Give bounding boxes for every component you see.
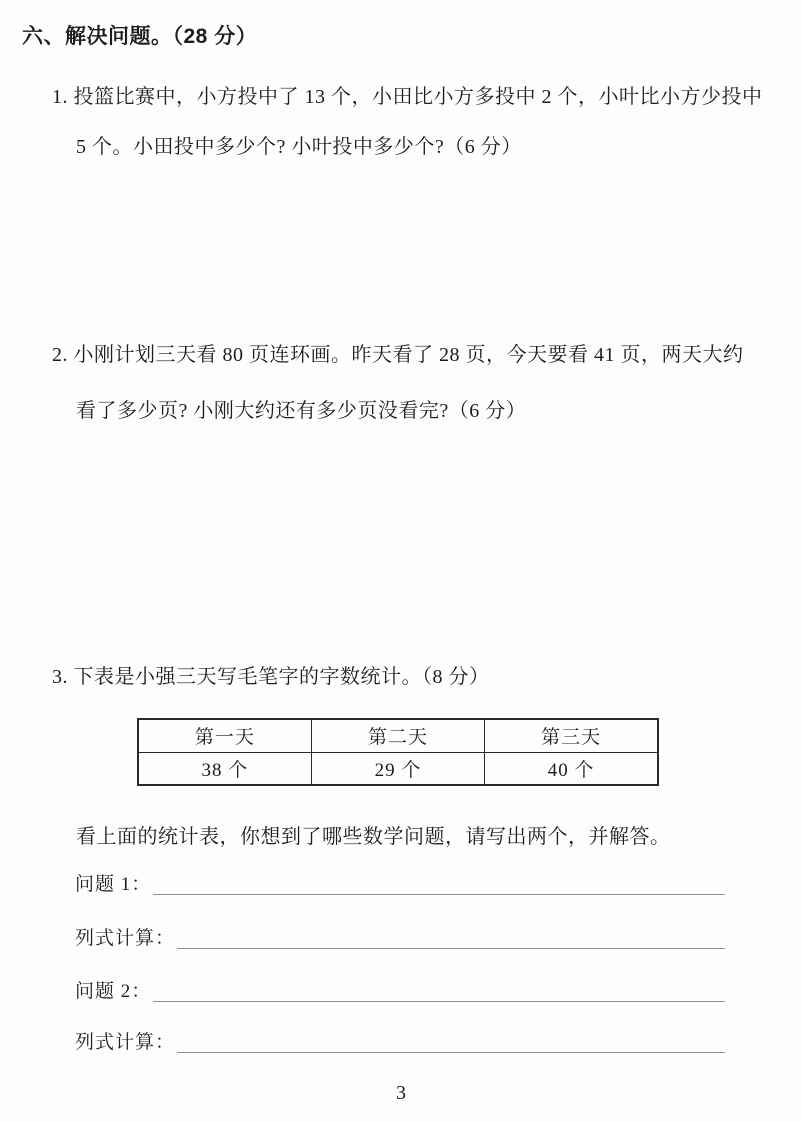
blank-row-calculation-2	[75, 1032, 725, 1053]
problem-1-label: 问题 1：	[75, 874, 152, 895]
question-2-line-1: 2. 小刚计划三天看 80 页连环画。昨天看了 28 页，今天要看 41 页，两天大约	[52, 344, 744, 366]
calculation-1-label: 列式计算：	[75, 928, 176, 949]
blank-row-problem-2	[75, 981, 725, 1002]
problem-2-answer-line	[153, 980, 725, 1002]
blank-row-calculation-1	[75, 928, 725, 949]
calculation-2-label: 列式计算：	[75, 1032, 176, 1053]
question-1-line-2: 5 个。小田投中多少个? 小叶投中多少个?（6 分）	[76, 136, 522, 158]
table-header-day3: 第三天	[485, 719, 658, 752]
table-value-row	[138, 752, 658, 785]
table-value-day3: 40 个	[485, 752, 658, 785]
problem-2-label: 问题 2：	[75, 981, 152, 1002]
question-3-line-1: 3. 下表是小强三天写毛笔字的字数统计。（8 分）	[52, 666, 490, 688]
section-title: 六、解决问题。（28 分）	[22, 25, 258, 48]
calculation-1-answer-line	[177, 927, 725, 949]
blank-row-problem-1	[75, 874, 725, 895]
calculation-2-answer-line	[177, 1031, 725, 1053]
problem-1-answer-line	[153, 873, 725, 895]
table-header-day1: 第一天	[138, 719, 311, 752]
table-value-day2: 29 个	[311, 752, 484, 785]
table-header-row	[138, 719, 658, 752]
question-3-prompt: 看上面的统计表，你想到了哪些数学问题，请写出两个，并解答。	[76, 826, 671, 848]
table-header-day2: 第二天	[311, 719, 484, 752]
statistics-table	[137, 718, 659, 786]
page-number: 3	[396, 1082, 406, 1104]
table-value-day1: 38 个	[138, 752, 311, 785]
question-1-line-1: 1. 投篮比赛中，小方投中了 13 个，小田比小方多投中 2 个，小叶比小方少投中	[52, 86, 763, 108]
question-2-line-2: 看了多少页? 小刚大约还有多少页没看完?（6 分）	[76, 400, 527, 422]
